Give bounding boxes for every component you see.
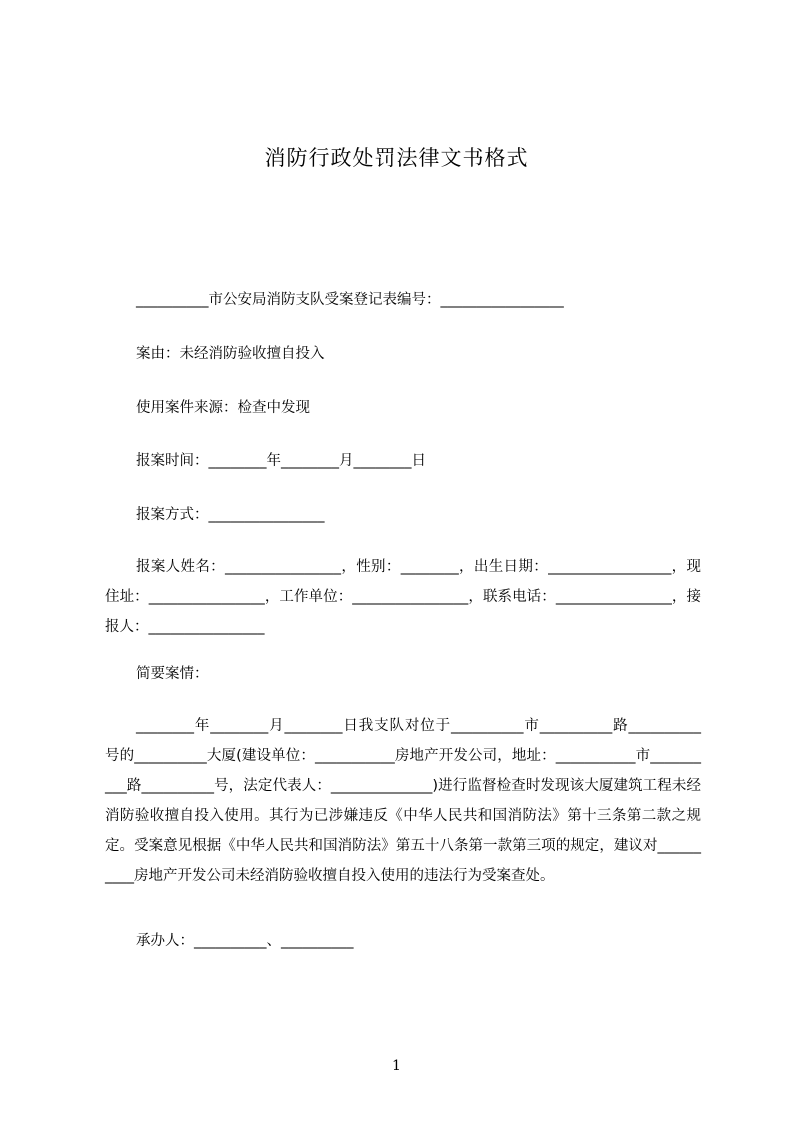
registration-line: __________市公安局消防支队受案登记表编号：_________________	[136, 292, 564, 308]
case-cause: 案由：未经消防验收擅自投入	[136, 346, 325, 362]
summary-heading: 简要案情：	[136, 666, 209, 682]
report-method: 报案方式：________________	[136, 507, 325, 523]
document-title: 消防行政处罚法律文书格式	[264, 146, 529, 170]
summary-paragraph: ________年________月________日我支队对位于__________市__________路__________号的__________大厦(建设单位：___________房地产开发公司，地址：___________市__________路__________号，法定代表人：______________)进行监督检查时发现该大厦建筑工程未经消防验收擅自投入使用。其行为已涉嫌违反《中华人民共和国消防法》第十三条第二款之规定。受案意见根据《中华人民共和国消防法》第五十八条第一款第三项的规定，建议对__________房地产开发公司未经消防验收擅自投入使用的违法行为受案查处。	[105, 718, 701, 884]
report-time: 报案时间：________年________月________日	[136, 453, 426, 469]
reporter-info-paragraph: 报案人姓名：________________，性别：________，出生日期：_________________，现住址：________________，工作单位：________________，联系电话：________________，接报人：________________	[105, 559, 701, 635]
handlers-line: 承办人：__________、__________	[136, 933, 354, 949]
page-number: 1	[392, 1058, 401, 1074]
case-source: 使用案件来源：检查中发现	[136, 400, 310, 416]
